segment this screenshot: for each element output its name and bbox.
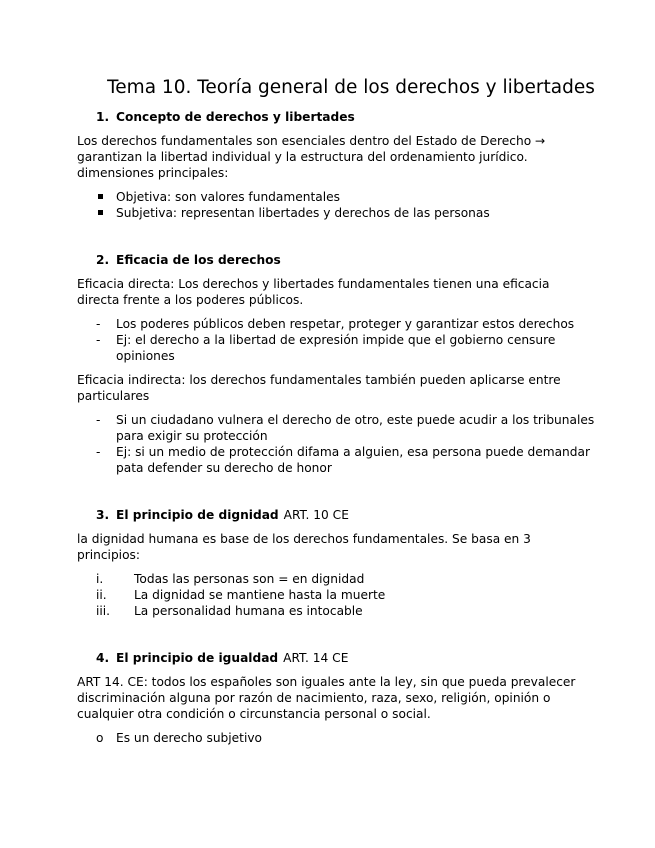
roman-list	[77, 571, 595, 619]
section-number: 2.	[96, 253, 110, 267]
section-title: Concepto de derechos y libertades	[116, 110, 355, 124]
list-item	[77, 571, 595, 587]
article-reference: ART. 10 CE	[283, 508, 349, 522]
paragraph: Eficacia indirecta: los derechos fundamentales también pueden aplicarse entre particulares	[77, 373, 561, 403]
paragraph: Los derechos fundamentales son esenciales dentro del Estado de Derecho → garantizan la libertad individual y la estructura del ordenamiento jurídico. dimensiones principales:	[77, 134, 546, 180]
list-item	[77, 603, 595, 619]
page-title: Tema 10. Teoría general de los derechos y libertades	[107, 77, 595, 98]
roman-numeral: i.	[96, 572, 104, 586]
list-item-text: La dignidad se mantiene hasta la muerte	[134, 588, 386, 602]
list-item-text: Objetiva: son valores fundamentales	[116, 190, 340, 204]
square-bullet-icon	[96, 205, 116, 221]
square-bullet-icon	[96, 189, 116, 205]
list-item	[77, 730, 595, 746]
list-item-text: Si un ciudadano vulnera el derecho de otro, este puede acudir a los tribunales para exigir su protección	[116, 413, 595, 443]
circle-list	[77, 730, 595, 746]
section-number: 4.	[96, 651, 110, 665]
dash-list	[77, 412, 595, 476]
section-heading-2	[77, 252, 595, 268]
dash-bullet: -	[96, 333, 101, 347]
list-item	[77, 189, 595, 205]
list-item	[77, 316, 595, 332]
dash-bullet: -	[96, 317, 101, 331]
section-title: Eficacia de los derechos	[116, 253, 281, 267]
list-item-text: Todas las personas son = en dignidad	[134, 572, 365, 586]
list-item-text: Los poderes públicos deben respetar, proteger y garantizar estos derechos	[116, 317, 575, 331]
list-item-text: Ej: el derecho a la libertad de expresión impide que el gobierno censure opiniones	[116, 333, 556, 363]
section-heading-3	[77, 507, 595, 523]
section-heading-4	[77, 650, 595, 666]
bullet-list	[77, 189, 595, 221]
section-title: El principio de dignidad	[116, 508, 279, 522]
list-item-text: Es un derecho subjetivo	[116, 731, 263, 745]
list-item-text: Ej: si un medio de protección difama a alguien, esa persona puede demandar pata defender su derecho de honor	[116, 445, 590, 475]
paragraph: la dignidad humana es base de los derechos fundamentales. Se basa en 3 principios:	[77, 532, 531, 562]
dash-list	[77, 316, 595, 364]
article-reference: ART. 14 CE	[283, 651, 349, 665]
list-item	[77, 332, 595, 364]
dash-bullet: -	[96, 445, 101, 459]
list-item-text: La personalidad humana es intocable	[134, 604, 363, 618]
paragraph: Eficacia directa: Los derechos y libertades fundamentales tienen una eficacia directa frente a los poderes públicos.	[77, 277, 550, 307]
section-title: El principio de igualdad	[116, 651, 279, 665]
section-number: 3.	[96, 508, 110, 522]
circle-bullet: o	[96, 731, 104, 745]
section-number: 1.	[96, 110, 110, 124]
list-item	[77, 587, 595, 603]
list-item	[77, 444, 595, 476]
list-item	[77, 412, 595, 444]
roman-numeral: iii.	[96, 604, 111, 618]
section-heading-1	[77, 109, 595, 125]
list-item-text: Subjetiva: representan libertades y derechos de las personas	[116, 206, 490, 220]
dash-bullet: -	[96, 413, 101, 427]
paragraph: ART 14. CE: todos los españoles son iguales ante la ley, sin que pueda prevalecer discriminación alguna por razón de nacimiento, raza, sexo, religión, opinión o cualquier otra condición o circunstancia personal o social.	[77, 675, 576, 721]
list-item	[77, 205, 595, 221]
roman-numeral: ii.	[96, 588, 107, 602]
